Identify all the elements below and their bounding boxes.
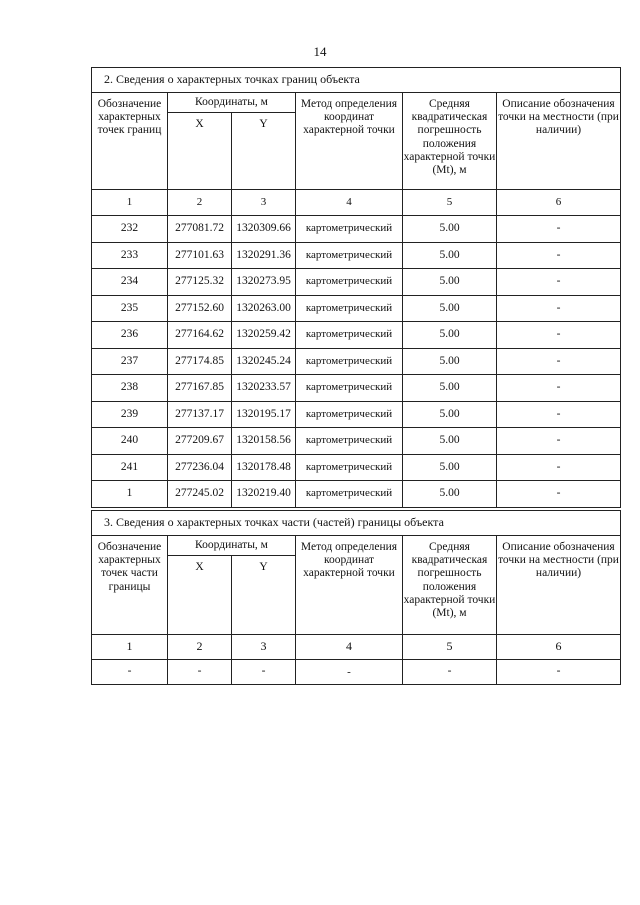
table-row bbox=[92, 295, 621, 322]
x-coord-cell: 277236.04 bbox=[168, 454, 232, 481]
method-cell: картометрический bbox=[296, 216, 403, 243]
y-coord-cell: 1320219.40 bbox=[232, 481, 296, 508]
error-cell: 5.00 bbox=[403, 428, 497, 455]
column-number: 1 bbox=[92, 190, 168, 216]
section-title: 2. Сведения о характерных точках границ объекта bbox=[92, 68, 621, 93]
description-cell: - bbox=[497, 348, 621, 375]
description-cell: - bbox=[497, 454, 621, 481]
x-coord-cell: 277152.60 bbox=[168, 295, 232, 322]
description-cell: - bbox=[497, 216, 621, 243]
header-coordinates: Координаты, м bbox=[168, 536, 296, 556]
x-coord-cell: 277174.85 bbox=[168, 348, 232, 375]
column-number: 5 bbox=[403, 635, 497, 660]
header-x: X bbox=[168, 556, 232, 635]
column-number: 6 bbox=[497, 635, 621, 660]
part-boundary-points-table bbox=[91, 510, 621, 685]
y-coord-cell: 1320233.57 bbox=[232, 375, 296, 402]
header-y: Y bbox=[232, 113, 296, 190]
error-cell: 5.00 bbox=[403, 322, 497, 349]
column-number: 4 bbox=[296, 635, 403, 660]
point-id-cell: 236 bbox=[92, 322, 168, 349]
header-method: Метод определения координат характерной точки bbox=[296, 536, 403, 635]
column-number: 3 bbox=[232, 190, 296, 216]
point-id-cell: 241 bbox=[92, 454, 168, 481]
error-cell: 5.00 bbox=[403, 481, 497, 508]
method-cell: картометрический bbox=[296, 348, 403, 375]
point-id-cell: 232 bbox=[92, 216, 168, 243]
x-coord-cell: 277164.62 bbox=[168, 322, 232, 349]
method-cell: картометрический bbox=[296, 242, 403, 269]
column-number-row bbox=[92, 635, 621, 660]
section-title: 3. Сведения о характерных точках части (частей) границы объекта bbox=[92, 511, 621, 536]
description-cell: - bbox=[497, 428, 621, 455]
point-id-cell: 237 bbox=[92, 348, 168, 375]
point-id-cell: 235 bbox=[92, 295, 168, 322]
error-cell: 5.00 bbox=[403, 401, 497, 428]
column-number: 6 bbox=[497, 190, 621, 216]
header-description: Описание обозначения точки на местности (при наличии) bbox=[497, 536, 621, 635]
point-id-cell: 239 bbox=[92, 401, 168, 428]
header-coordinates: Координаты, м bbox=[168, 93, 296, 113]
header-error: Средняя квадратическая погрешность положения характерной точки (Mt), м bbox=[403, 93, 497, 190]
error-cell: - bbox=[403, 660, 497, 685]
error-cell: 5.00 bbox=[403, 242, 497, 269]
error-cell: 5.00 bbox=[403, 375, 497, 402]
description-cell: - bbox=[497, 242, 621, 269]
error-cell: 5.00 bbox=[403, 454, 497, 481]
y-coord-cell: 1320291.36 bbox=[232, 242, 296, 269]
y-coord-cell: 1320309.66 bbox=[232, 216, 296, 243]
table-row bbox=[92, 481, 621, 508]
method-cell: картометрический bbox=[296, 375, 403, 402]
point-id-cell: 233 bbox=[92, 242, 168, 269]
page-number: 14 bbox=[313, 44, 327, 59]
point-id-cell: 234 bbox=[92, 269, 168, 296]
header-x: X bbox=[168, 113, 232, 190]
x-coord-cell: 277209.67 bbox=[168, 428, 232, 455]
table-row bbox=[92, 375, 621, 402]
y-coord-cell: 1320158.56 bbox=[232, 428, 296, 455]
column-number-row bbox=[92, 190, 621, 216]
column-number: 4 bbox=[296, 190, 403, 216]
table-row bbox=[92, 269, 621, 296]
method-cell: - bbox=[296, 660, 403, 685]
point-id-cell: 238 bbox=[92, 375, 168, 402]
method-cell: картометрический bbox=[296, 295, 403, 322]
x-coord-cell: 277101.63 bbox=[168, 242, 232, 269]
y-coord-cell: 1320259.42 bbox=[232, 322, 296, 349]
description-cell: - bbox=[497, 660, 621, 685]
column-number: 5 bbox=[403, 190, 497, 216]
header-description: Описание обозначения точки на местности (при наличии) bbox=[497, 93, 621, 190]
description-cell: - bbox=[497, 375, 621, 402]
header-method: Метод определения координат характерной точки bbox=[296, 93, 403, 190]
table-row bbox=[92, 216, 621, 243]
point-id-cell: 240 bbox=[92, 428, 168, 455]
x-coord-cell: 277137.17 bbox=[168, 401, 232, 428]
y-coord-cell: 1320245.24 bbox=[232, 348, 296, 375]
x-coord-cell: - bbox=[168, 660, 232, 685]
description-cell: - bbox=[497, 322, 621, 349]
y-coord-cell: 1320195.17 bbox=[232, 401, 296, 428]
header-point: Обозначение характерных точек границ bbox=[92, 93, 168, 190]
description-cell: - bbox=[497, 401, 621, 428]
method-cell: картометрический bbox=[296, 428, 403, 455]
method-cell: картометрический bbox=[296, 481, 403, 508]
method-cell: картометрический bbox=[296, 322, 403, 349]
header-y: Y bbox=[232, 556, 296, 635]
table-row bbox=[92, 348, 621, 375]
table-row bbox=[92, 428, 621, 455]
point-id-cell: - bbox=[92, 660, 168, 685]
error-cell: 5.00 bbox=[403, 295, 497, 322]
y-coord-cell: - bbox=[232, 660, 296, 685]
error-cell: 5.00 bbox=[403, 348, 497, 375]
error-cell: 5.00 bbox=[403, 269, 497, 296]
y-coord-cell: 1320273.95 bbox=[232, 269, 296, 296]
x-coord-cell: 277125.32 bbox=[168, 269, 232, 296]
method-cell: картометрический bbox=[296, 401, 403, 428]
x-coord-cell: 277245.02 bbox=[168, 481, 232, 508]
method-cell: картометрический bbox=[296, 454, 403, 481]
x-coord-cell: 277167.85 bbox=[168, 375, 232, 402]
description-cell: - bbox=[497, 481, 621, 508]
column-number: 1 bbox=[92, 635, 168, 660]
method-cell: картометрический bbox=[296, 269, 403, 296]
table-row bbox=[92, 401, 621, 428]
header-point: Обозначение характерных точек части границы bbox=[92, 536, 168, 635]
column-number: 2 bbox=[168, 190, 232, 216]
table-row bbox=[92, 322, 621, 349]
y-coord-cell: 1320263.00 bbox=[232, 295, 296, 322]
table-row bbox=[92, 660, 621, 685]
column-number: 2 bbox=[168, 635, 232, 660]
boundary-points-table bbox=[91, 67, 621, 508]
x-coord-cell: 277081.72 bbox=[168, 216, 232, 243]
y-coord-cell: 1320178.48 bbox=[232, 454, 296, 481]
column-number: 3 bbox=[232, 635, 296, 660]
description-cell: - bbox=[497, 295, 621, 322]
table-row bbox=[92, 242, 621, 269]
table-row bbox=[92, 454, 621, 481]
header-error: Средняя квадратическая погрешность положения характерной точки (Mt), м bbox=[403, 536, 497, 635]
description-cell: - bbox=[497, 269, 621, 296]
error-cell: 5.00 bbox=[403, 216, 497, 243]
point-id-cell: 1 bbox=[92, 481, 168, 508]
